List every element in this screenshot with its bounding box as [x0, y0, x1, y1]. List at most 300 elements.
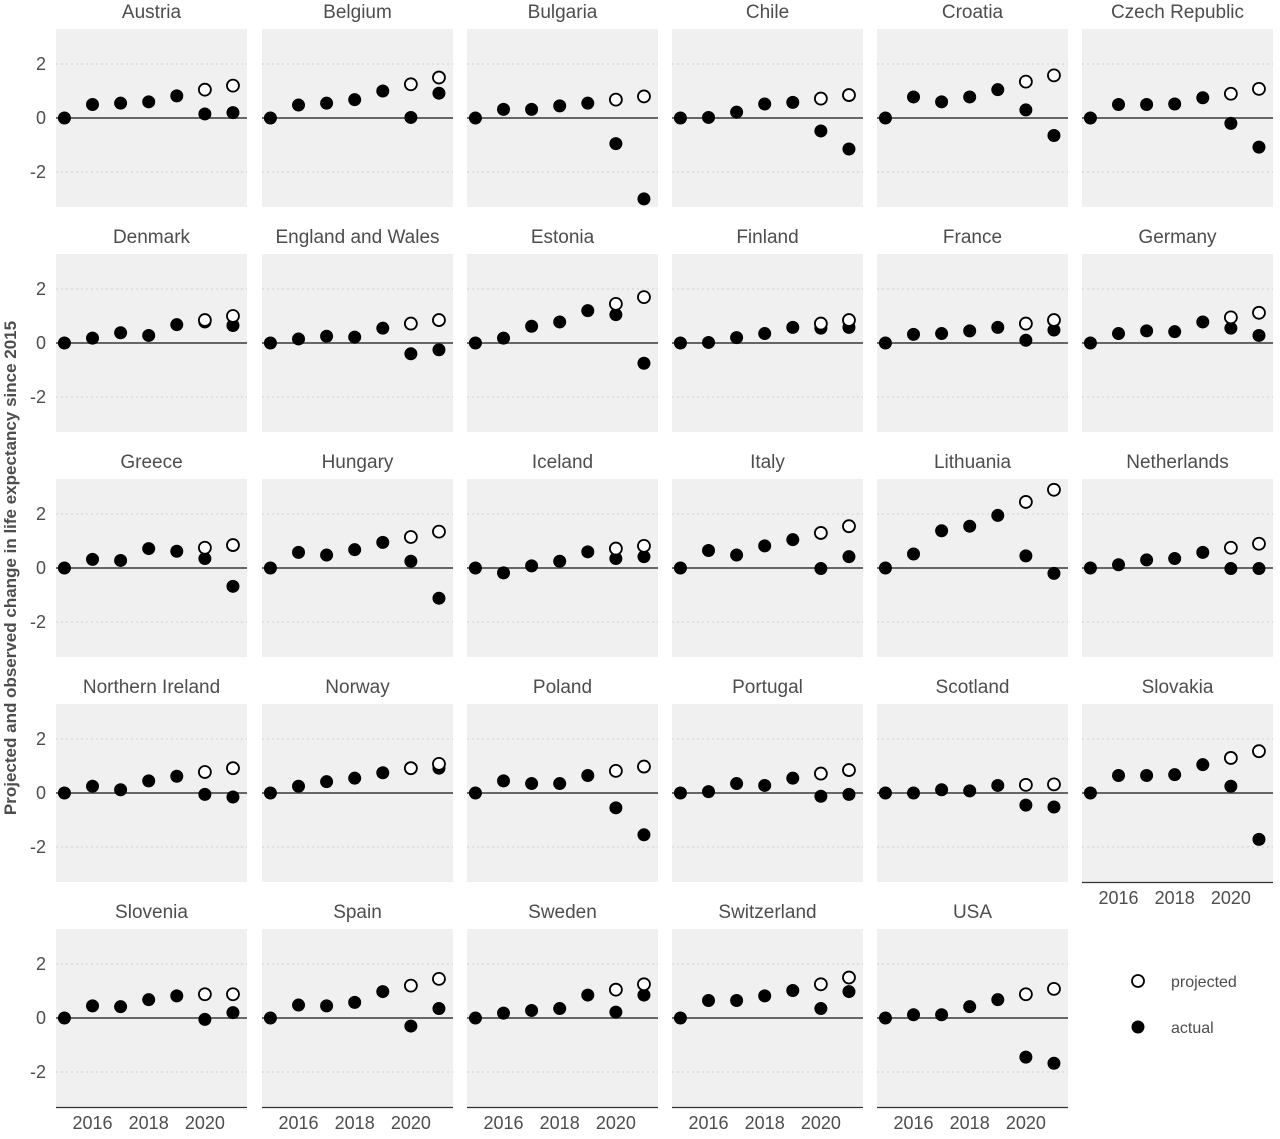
actual-point: [498, 567, 510, 579]
actual-point: [143, 775, 155, 787]
x-tick-label: 2016: [893, 1113, 934, 1133]
panel-belgium: [262, 2, 453, 207]
projected-point: [227, 80, 239, 92]
actual-point: [293, 333, 305, 345]
actual-point: [199, 108, 211, 120]
actual-point: [469, 112, 481, 124]
actual-point: [377, 986, 389, 998]
panel-title: Spain: [333, 902, 382, 923]
panel-title: Slovakia: [1141, 677, 1214, 698]
projected-point: [1020, 76, 1032, 88]
actual-point: [1048, 1057, 1060, 1069]
actual-point: [964, 785, 976, 797]
actual-point: [992, 779, 1004, 791]
panel-title: USA: [952, 902, 993, 923]
actual-point: [1141, 554, 1153, 566]
actual-point: [787, 984, 799, 996]
actual-point: [1020, 799, 1032, 811]
x-tick-label: 2018: [334, 1113, 375, 1133]
panel-england-and-wales: [262, 227, 453, 432]
actual-point: [936, 328, 948, 340]
actual-point: [731, 778, 743, 790]
actual-point: [1141, 769, 1153, 781]
actual-point: [321, 1000, 333, 1012]
panel-title: Greece: [120, 452, 183, 473]
actual-point: [377, 767, 389, 779]
y-tick-label: 2: [35, 54, 46, 75]
projected-point: [815, 978, 827, 990]
actual-point: [405, 1020, 417, 1032]
projected-point: [1020, 779, 1032, 791]
actual-point: [674, 787, 686, 799]
y-tick-label: 2: [35, 729, 46, 750]
panel-usa: [877, 902, 1068, 1133]
projected-point: [405, 980, 417, 992]
projected-point: [227, 762, 239, 774]
projected-point: [227, 539, 239, 551]
actual-point: [554, 100, 566, 112]
actual-point: [433, 87, 445, 99]
projected-point: [433, 314, 445, 326]
actual-point: [526, 103, 538, 115]
x-tick-label: 2016: [278, 1113, 319, 1133]
x-tick-label: 2020: [184, 1113, 225, 1133]
actual-point: [227, 580, 239, 592]
actual-point: [843, 143, 855, 155]
actual-point: [1253, 141, 1265, 153]
panel-italy: [672, 452, 863, 657]
actual-point: [264, 1012, 276, 1024]
projected-point: [1048, 778, 1060, 790]
projected-point: [815, 318, 827, 330]
projected-point: [610, 543, 622, 555]
panel-title: Czech Republic: [1110, 2, 1245, 23]
actual-point: [1084, 787, 1096, 799]
actual-point: [638, 829, 650, 841]
legend-projected-label: projected: [1171, 974, 1237, 991]
projected-point: [610, 298, 622, 310]
actual-point: [703, 544, 715, 556]
panel-portugal: [672, 677, 863, 882]
actual-point: [1169, 769, 1181, 781]
projected-point: [638, 291, 650, 303]
projected-point: [815, 768, 827, 780]
actual-point: [879, 787, 891, 799]
projected-point: [610, 94, 622, 106]
actual-point: [498, 103, 510, 115]
actual-point: [879, 562, 891, 574]
panel-denmark: [30, 227, 247, 432]
projected-point: [1048, 983, 1060, 995]
actual-point: [703, 336, 715, 348]
actual-point: [1084, 112, 1096, 124]
x-tick-label: 2020: [1005, 1113, 1046, 1133]
projected-point: [843, 764, 855, 776]
y-tick-label: 2: [35, 954, 46, 975]
actual-point: [703, 786, 715, 798]
projected-point: [433, 72, 445, 84]
x-tick-label: 2016: [688, 1113, 729, 1133]
actual-point: [936, 784, 948, 796]
projected-point: [1048, 484, 1060, 496]
projected-point: [638, 978, 650, 990]
actual-point: [815, 563, 827, 575]
actual-point: [1253, 833, 1265, 845]
actual-point: [293, 99, 305, 111]
panel-title: Poland: [532, 677, 593, 698]
panel-northern-ireland: [30, 677, 247, 882]
y-tick-label: -2: [29, 161, 46, 182]
actual-point: [759, 540, 771, 552]
projected-point: [199, 84, 211, 96]
actual-point: [554, 316, 566, 328]
actual-point: [405, 348, 417, 360]
actual-point: [964, 1001, 976, 1013]
actual-point: [554, 555, 566, 567]
panel-czech-republic: [1082, 2, 1273, 207]
actual-point: [87, 780, 99, 792]
panel-title: Portugal: [732, 677, 803, 698]
actual-point: [264, 112, 276, 124]
panel-bulgaria: [467, 2, 658, 207]
x-tick-label: 2018: [128, 1113, 169, 1133]
projected-point: [1020, 496, 1032, 508]
projected-point: [843, 89, 855, 101]
panel-title: Croatia: [941, 2, 1004, 23]
actual-point: [992, 509, 1004, 521]
actual-point: [58, 1012, 70, 1024]
actual-point: [171, 990, 183, 1002]
y-tick-label: 0: [35, 333, 46, 353]
panel-title: Sweden: [528, 902, 597, 923]
actual-point: [1169, 326, 1181, 338]
actual-point: [115, 1001, 127, 1013]
actual-point: [115, 784, 127, 796]
actual-point: [526, 560, 538, 572]
actual-point: [1048, 130, 1060, 142]
actual-point: [964, 91, 976, 103]
actual-point: [1113, 99, 1125, 111]
legend-actual-label: actual: [1171, 1020, 1214, 1037]
panel-hungary: [262, 452, 453, 657]
x-tick-label: 2016: [1098, 888, 1139, 908]
actual-point: [498, 1007, 510, 1019]
panel-netherlands: [1082, 452, 1273, 657]
projected-point: [610, 765, 622, 777]
actual-point: [264, 337, 276, 349]
projected-point: [405, 762, 417, 774]
projected-point: [1225, 752, 1237, 764]
legend: [1132, 974, 1237, 1037]
projected-point: [815, 93, 827, 105]
actual-point: [377, 322, 389, 334]
actual-point: [879, 1012, 891, 1024]
actual-point: [199, 788, 211, 800]
actual-point: [908, 328, 920, 340]
panel-norway: [262, 677, 453, 882]
actual-point: [349, 544, 361, 556]
projected-point: [405, 318, 417, 330]
actual-point: [469, 337, 481, 349]
actual-point: [433, 1003, 445, 1015]
projected-point: [405, 78, 417, 90]
projected-point: [1225, 311, 1237, 323]
projected-point: [1048, 314, 1060, 326]
actual-point: [787, 534, 799, 546]
projected-point: [638, 90, 650, 102]
panel-title: Northern Ireland: [82, 677, 221, 698]
projected-point: [843, 314, 855, 326]
actual-point: [143, 329, 155, 341]
actual-point: [638, 193, 650, 205]
panel-finland: [672, 227, 863, 432]
actual-point: [498, 332, 510, 344]
projected-point: [610, 984, 622, 996]
actual-point: [433, 344, 445, 356]
actual-point: [377, 85, 389, 97]
panel-germany: [1082, 227, 1273, 432]
actual-point: [1020, 1051, 1032, 1063]
panel-title: Germany: [1138, 227, 1217, 248]
actual-point: [349, 331, 361, 343]
y-tick-label: -2: [29, 1061, 46, 1082]
actual-point: [879, 112, 891, 124]
actual-point: [87, 332, 99, 344]
actual-point: [1048, 801, 1060, 813]
x-tick-label: 2018: [744, 1113, 785, 1133]
panel-title: Italy: [750, 452, 785, 473]
actual-point: [554, 1003, 566, 1015]
projected-point: [1253, 307, 1265, 319]
actual-point: [703, 111, 715, 123]
actual-point: [787, 96, 799, 108]
panel-title: England and Wales: [275, 227, 440, 248]
y-tick-label: -2: [29, 836, 46, 857]
actual-point: [582, 546, 594, 558]
y-tick-label: 2: [35, 504, 46, 525]
actual-point: [582, 769, 594, 781]
panel-title: Iceland: [531, 452, 594, 473]
actual-point: [908, 548, 920, 560]
panel-title: Bulgaria: [527, 2, 598, 23]
actual-point: [58, 337, 70, 349]
actual-point: [992, 321, 1004, 333]
panel-poland: [467, 677, 658, 882]
actual-point: [964, 325, 976, 337]
panel-switzerland: [672, 902, 863, 1133]
x-tick-label: 2016: [483, 1113, 524, 1133]
actual-point: [610, 802, 622, 814]
projected-point: [638, 761, 650, 773]
panel-title: Slovenia: [115, 902, 188, 923]
actual-point: [321, 549, 333, 561]
actual-point: [264, 787, 276, 799]
actual-point: [58, 112, 70, 124]
actual-point: [143, 96, 155, 108]
panel-title: Scotland: [935, 677, 1010, 698]
panel-france: [877, 227, 1068, 432]
actual-point: [992, 84, 1004, 96]
y-tick-label: 0: [35, 558, 46, 578]
y-tick-label: 2: [35, 279, 46, 300]
actual-point: [610, 138, 622, 150]
projected-point: [433, 758, 445, 770]
actual-point: [582, 97, 594, 109]
y-tick-label: -2: [29, 386, 46, 407]
panel-slovenia: [30, 902, 247, 1133]
panel-title: Chile: [745, 2, 790, 23]
actual-point: [526, 778, 538, 790]
actual-point: [964, 520, 976, 532]
actual-point: [293, 999, 305, 1011]
actual-point: [1253, 563, 1265, 575]
actual-point: [1084, 337, 1096, 349]
projected-point: [405, 531, 417, 543]
projected-point: [843, 972, 855, 984]
x-tick-label: 2016: [72, 1113, 113, 1133]
y-tick-label: 0: [35, 108, 46, 128]
projected-point: [1225, 542, 1237, 554]
actual-point: [171, 319, 183, 331]
projected-point: [199, 988, 211, 1000]
projected-point: [815, 527, 827, 539]
actual-point: [1197, 92, 1209, 104]
actual-point: [321, 330, 333, 342]
panel-iceland: [467, 452, 658, 657]
actual-point: [469, 1012, 481, 1024]
actual-point: [815, 1003, 827, 1015]
actual-point: [87, 553, 99, 565]
actual-point: [1197, 316, 1209, 328]
actual-point: [349, 94, 361, 106]
actual-point: [349, 996, 361, 1008]
actual-point: [1141, 325, 1153, 337]
projected-point: [199, 542, 211, 554]
actual-point: [674, 337, 686, 349]
actual-point: [1225, 780, 1237, 792]
actual-point: [498, 775, 510, 787]
projected-point: [638, 540, 650, 552]
y-tick-label: 0: [35, 783, 46, 803]
projected-point: [1253, 83, 1265, 95]
actual-point: [321, 776, 333, 788]
actual-point: [1197, 759, 1209, 771]
projected-point: [199, 766, 211, 778]
projected-point: [227, 988, 239, 1000]
actual-point: [171, 545, 183, 557]
actual-point: [674, 562, 686, 574]
actual-point: [1113, 559, 1125, 571]
actual-point: [1169, 553, 1181, 565]
panel-lithuania: [877, 452, 1068, 657]
panel-greece: [30, 452, 247, 657]
actual-point: [879, 337, 891, 349]
actual-point: [58, 562, 70, 574]
actual-point: [815, 125, 827, 137]
projected-point: [843, 520, 855, 532]
actual-point: [199, 1013, 211, 1025]
actual-point: [115, 554, 127, 566]
actual-point: [731, 994, 743, 1006]
panel-title: Denmark: [112, 227, 191, 248]
panel-title: Switzerland: [718, 902, 817, 923]
projected-point: [1225, 88, 1237, 100]
panels: [30, 2, 1273, 1133]
projected-point: [1253, 538, 1265, 550]
x-tick-label: 2020: [1210, 888, 1251, 908]
actual-point: [87, 1000, 99, 1012]
actual-point: [115, 97, 127, 109]
panel-title: Estonia: [530, 227, 595, 248]
actual-point: [171, 770, 183, 782]
projected-point: [1048, 69, 1060, 81]
actual-point: [908, 787, 920, 799]
actual-point: [908, 91, 920, 103]
actual-point: [759, 990, 771, 1002]
panel-sweden: [467, 902, 658, 1133]
actual-point: [1141, 99, 1153, 111]
actual-point: [293, 780, 305, 792]
legend-projected-marker: [1132, 975, 1144, 987]
y-axis-label: Projected and observed change in life expectancy since 2015: [1, 320, 20, 816]
actual-point: [1113, 328, 1125, 340]
x-tick-label: 2018: [949, 1113, 990, 1133]
actual-point: [759, 328, 771, 340]
actual-point: [405, 111, 417, 123]
panel-spain: [262, 902, 453, 1133]
projected-point: [1020, 318, 1032, 330]
actual-point: [582, 305, 594, 317]
panel-scotland: [877, 677, 1068, 882]
actual-point: [526, 320, 538, 332]
actual-point: [349, 772, 361, 784]
actual-point: [731, 106, 743, 118]
panel-title: Norway: [325, 677, 390, 698]
actual-point: [554, 778, 566, 790]
x-tick-label: 2020: [800, 1113, 841, 1133]
actual-point: [787, 321, 799, 333]
actual-point: [143, 994, 155, 1006]
actual-point: [674, 1012, 686, 1024]
actual-point: [815, 790, 827, 802]
actual-point: [469, 562, 481, 574]
actual-point: [1020, 104, 1032, 116]
actual-point: [843, 551, 855, 563]
actual-point: [1084, 562, 1096, 574]
actual-point: [143, 543, 155, 555]
actual-point: [731, 332, 743, 344]
panel-croatia: [877, 2, 1068, 207]
x-tick-label: 2018: [1154, 888, 1195, 908]
projected-point: [199, 314, 211, 326]
actual-point: [58, 787, 70, 799]
actual-point: [731, 549, 743, 561]
actual-point: [936, 96, 948, 108]
actual-point: [936, 525, 948, 537]
actual-point: [433, 592, 445, 604]
x-tick-label: 2018: [539, 1113, 580, 1133]
panel-title: Belgium: [323, 2, 392, 23]
actual-point: [264, 562, 276, 574]
panel-estonia: [467, 227, 658, 432]
actual-point: [936, 1009, 948, 1021]
actual-point: [87, 99, 99, 111]
actual-point: [843, 788, 855, 800]
actual-point: [171, 90, 183, 102]
actual-point: [674, 112, 686, 124]
legend-actual-marker: [1132, 1021, 1144, 1033]
actual-point: [610, 1006, 622, 1018]
